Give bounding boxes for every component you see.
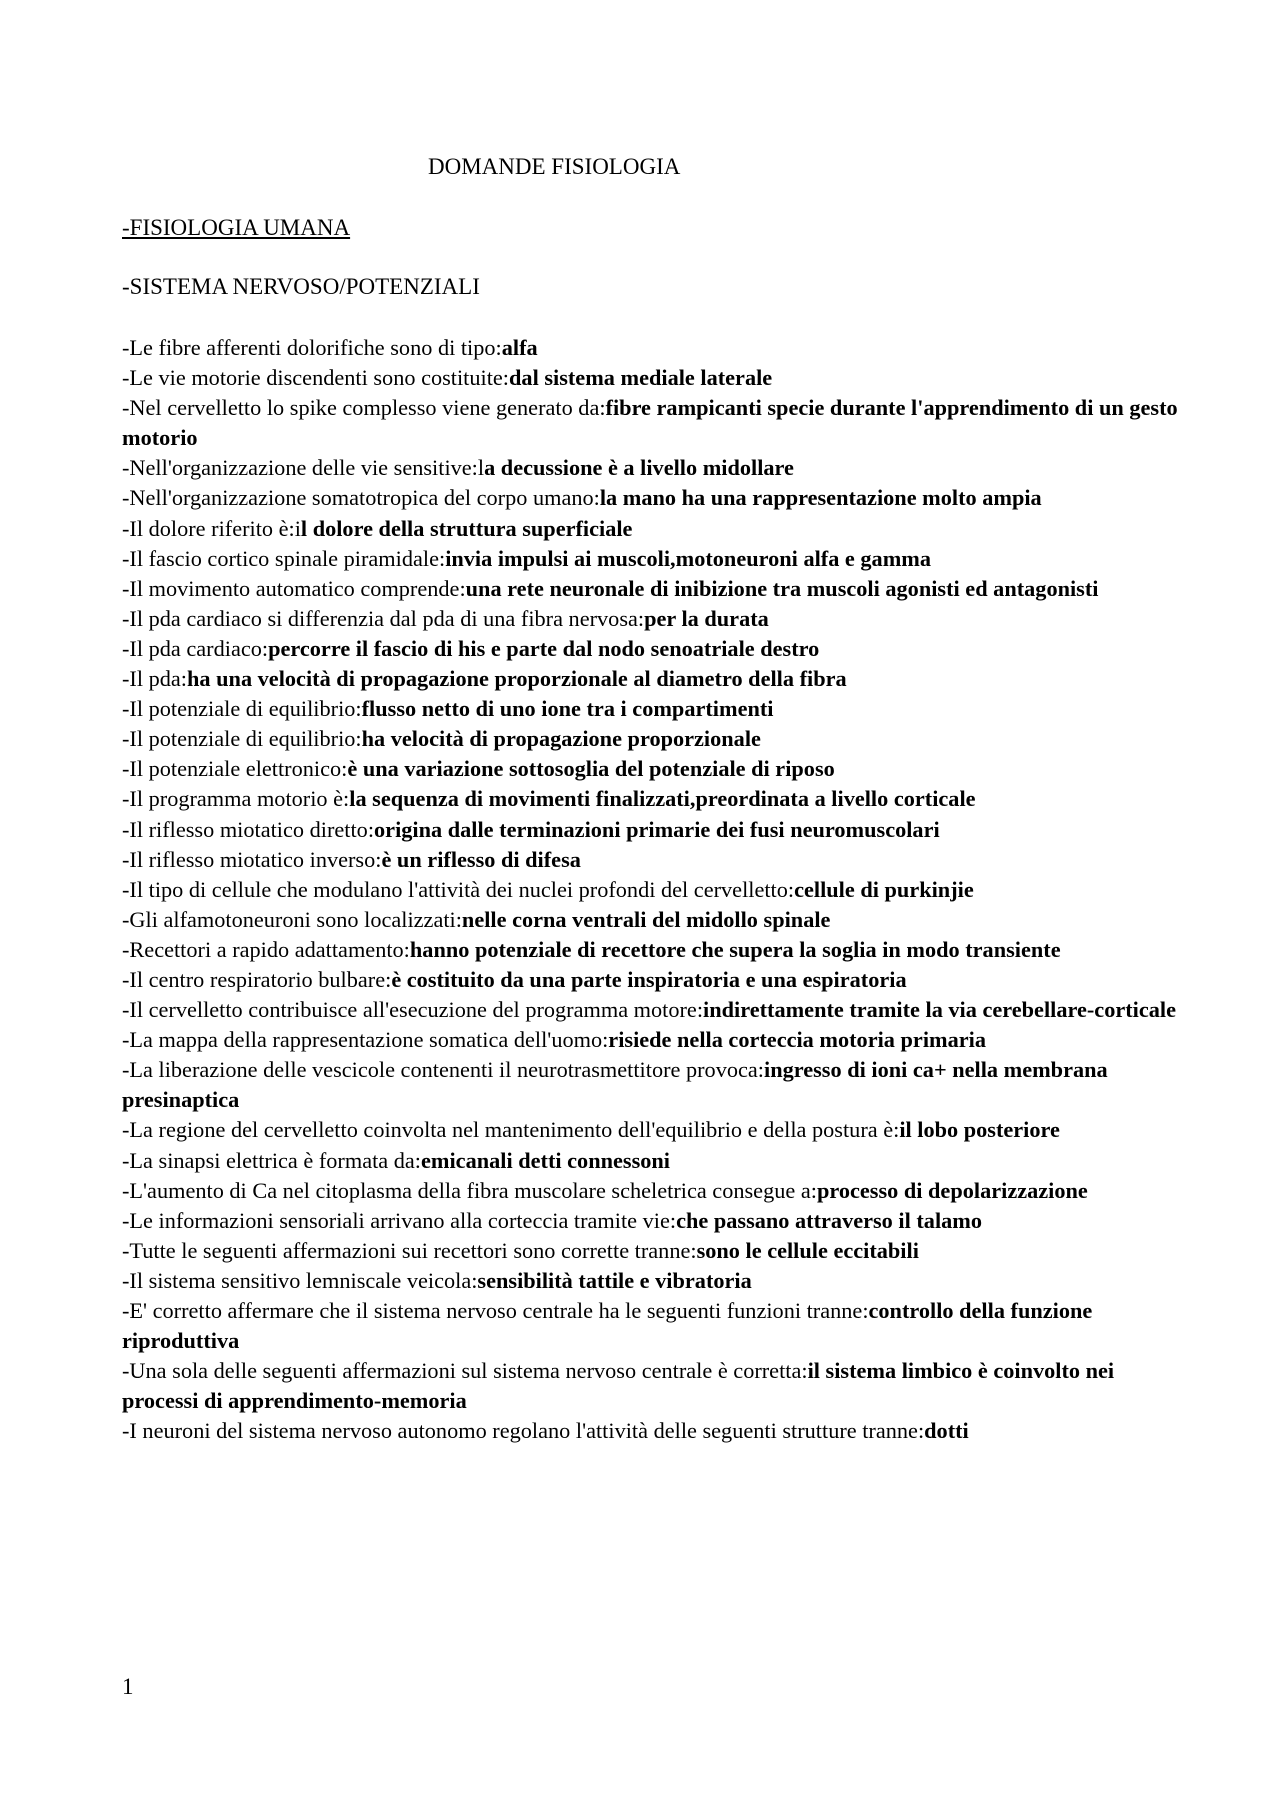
question-text: -Il potenziale di equilibrio:	[122, 726, 362, 752]
question-text: -Il tipo di cellule che modulano l'attività dei nuclei profondi del cervelletto:	[122, 876, 795, 902]
qa-item	[122, 393, 1182, 453]
qa-item	[122, 574, 1182, 604]
question-text: -Il fascio cortico spinale piramidale:	[122, 545, 446, 571]
answer-text: indirettamente tramite la via cerebellare-corticale	[703, 997, 1177, 1023]
question-text: -Il sistema sensitivo lemniscale veicola:	[122, 1267, 478, 1293]
question-text: -Il programma motorio è:	[122, 786, 350, 812]
qa-item	[122, 995, 1182, 1025]
qa-item	[122, 634, 1182, 664]
section-heading: -FISIOLOGIA UMANA	[122, 215, 351, 240]
answer-text: fibre rampicanti specie durante l'apprendimento di un gesto motorio	[122, 395, 1178, 451]
qa-item	[122, 724, 1182, 754]
question-text: -Tutte le seguenti affermazioni sui recettori sono corrette tranne:	[122, 1237, 697, 1263]
question-text: -Nell'organizzazione somatotropica del corpo umano:	[122, 485, 600, 511]
document-title: DOMANDE FISIOLOGIA	[428, 154, 681, 179]
question-answer-list	[122, 333, 1182, 1446]
answer-text: è costituito da una parte inspiratoria e una espiratoria	[391, 966, 907, 992]
qa-item	[122, 514, 1182, 544]
qa-item	[122, 1146, 1182, 1176]
question-text: -Recettori a rapido adattamento:	[122, 936, 410, 962]
qa-item	[122, 1266, 1182, 1296]
qa-item	[122, 1055, 1182, 1115]
question-text: -Gli alfamotoneuroni sono localizzati:	[122, 906, 462, 932]
question-text: -Il riflesso miotatico inverso:	[122, 846, 382, 872]
answer-text: flusso netto di uno ione tra i compartimenti	[361, 696, 774, 722]
answer-text: il sistema limbico è coinvolto nei processi di apprendimento-memoria	[122, 1358, 1115, 1414]
subsection-heading: -SISTEMA NERVOSO/POTENZIALI	[122, 274, 480, 299]
qa-item	[122, 1236, 1182, 1266]
answer-text: dotti	[924, 1418, 969, 1444]
qa-item	[122, 1115, 1182, 1145]
question-text: -Le fibre afferenti dolorifiche sono di tipo:	[122, 335, 502, 360]
question-text: -Il potenziale di equilibrio:	[122, 696, 362, 722]
answer-text: per la durata	[644, 605, 769, 631]
answer-text: una rete neuronale di inibizione tra muscoli agonisti ed antagonisti	[465, 575, 1099, 601]
answer-text: sono le cellule eccitabili	[696, 1237, 919, 1263]
answer-text: cellule di purkinjie	[794, 876, 974, 902]
answer-text: dal sistema mediale laterale	[509, 365, 773, 391]
answer-text: ha una velocità di propagazione proporzionale al diametro della fibra	[187, 666, 847, 692]
question-text: -Il pda cardiaco si differenzia dal pda di una fibra nervosa:	[122, 605, 645, 631]
qa-item	[122, 483, 1182, 513]
answer-text: la mano ha una rappresentazione molto ampia	[599, 485, 1042, 511]
answer-text: nelle corna ventrali del midollo spinale	[461, 906, 831, 932]
qa-item	[122, 965, 1182, 995]
qa-item	[122, 815, 1182, 845]
answer-text: risiede nella corteccia motoria primaria	[608, 1027, 986, 1053]
qa-item	[122, 664, 1182, 694]
qa-item	[122, 1356, 1182, 1416]
qa-item	[122, 845, 1182, 875]
answer-text: hanno potenziale di recettore che supera la soglia in modo transiente	[409, 936, 1061, 962]
answer-text: processo di depolarizzazione	[816, 1177, 1088, 1203]
qa-item	[122, 1416, 1182, 1446]
question-text: -Le vie motorie discendenti sono costituite:	[122, 365, 510, 391]
qa-item	[122, 694, 1182, 724]
question-text: -Il potenziale elettronico:	[122, 756, 348, 782]
qa-item	[122, 754, 1182, 784]
question-text: -E' corretto affermare che il sistema nervoso centrale ha le seguenti funzioni tranne:	[122, 1298, 869, 1323]
qa-item	[122, 1025, 1182, 1055]
answer-text: emicanali detti connessoni	[421, 1147, 670, 1173]
question-text: -Il movimento automatico comprende:	[122, 575, 466, 601]
question-text: -La regione del cervelletto coinvolta nel mantenimento dell'equilibrio e della postura è:	[122, 1117, 900, 1143]
qa-item	[122, 604, 1182, 634]
answer-text: ha velocità di propagazione proporzionale	[361, 726, 761, 752]
answer-text: invia impulsi ai muscoli,motoneuroni alfa e gamma	[445, 545, 931, 571]
qa-item	[122, 875, 1182, 905]
qa-item	[122, 453, 1182, 483]
answer-text: il lobo posteriore	[899, 1117, 1060, 1143]
qa-item	[122, 935, 1182, 965]
answer-text: l dolore della struttura superficiale	[300, 515, 633, 541]
qa-item	[122, 333, 1182, 363]
answer-text: percorre il fascio di his e parte dal nodo senoatriale destro	[268, 635, 820, 661]
question-text: -Le informazioni sensoriali arrivano alla corteccia tramite vie:	[122, 1207, 677, 1233]
answer-text: la sequenza di movimenti finalizzati,preordinata a livello corticale	[349, 786, 976, 812]
qa-item	[122, 1176, 1182, 1206]
question-text: -La sinapsi elettrica è formata da:	[122, 1147, 422, 1173]
qa-item	[122, 1206, 1182, 1236]
question-text: -Il riflesso miotatico diretto:	[122, 816, 375, 842]
answer-text: è un riflesso di difesa	[381, 846, 581, 872]
qa-item	[122, 784, 1182, 814]
qa-item	[122, 363, 1182, 393]
answer-text: origina dalle terminazioni primarie dei fusi neuromuscolari	[374, 816, 940, 842]
question-text: -La mappa della rappresentazione somatica dell'uomo:	[122, 1027, 609, 1053]
qa-item	[122, 544, 1182, 574]
question-text: -Nell'organizzazione delle vie sensitive:l	[122, 455, 485, 481]
answer-text: a decussione è a livello midollare	[484, 455, 794, 481]
question-text: -Il dolore riferito è:i	[122, 515, 301, 541]
question-text: -L'aumento di Ca nel citoplasma della fibra muscolare scheletrica consegue a:	[122, 1177, 817, 1203]
question-text: -Nel cervelletto lo spike complesso viene generato da:	[122, 395, 606, 421]
qa-item	[122, 1296, 1182, 1356]
question-text: -Il cervelletto contribuisce all'esecuzione del programma motore:	[122, 997, 704, 1023]
question-text: -La liberazione delle vescicole contenenti il neurotrasmettitore provoca:	[122, 1057, 764, 1083]
question-text: -I neuroni del sistema nervoso autonomo regolano l'attività delle seguenti strutture tranne:	[122, 1418, 925, 1444]
question-text: -Il pda cardiaco:	[122, 635, 269, 661]
question-text: -Il centro respiratorio bulbare:	[122, 966, 392, 992]
answer-text: sensibilità tattile e vibratoria	[477, 1267, 752, 1293]
question-text: -Una sola delle seguenti affermazioni sul sistema nervoso centrale è corretta:	[122, 1358, 808, 1384]
answer-text: che passano attraverso il talamo	[676, 1207, 983, 1233]
answer-text: è una variazione sottosoglia del potenziale di riposo	[347, 756, 835, 782]
page-number: 1	[122, 1674, 134, 1699]
qa-item	[122, 905, 1182, 935]
answer-text: ingresso di ioni ca+ nella membrana presinaptica	[122, 1057, 1108, 1113]
question-text: -Il pda:	[122, 666, 188, 692]
answer-text: alfa	[501, 335, 538, 360]
answer-text: controllo della funzione riproduttiva	[122, 1298, 1093, 1354]
